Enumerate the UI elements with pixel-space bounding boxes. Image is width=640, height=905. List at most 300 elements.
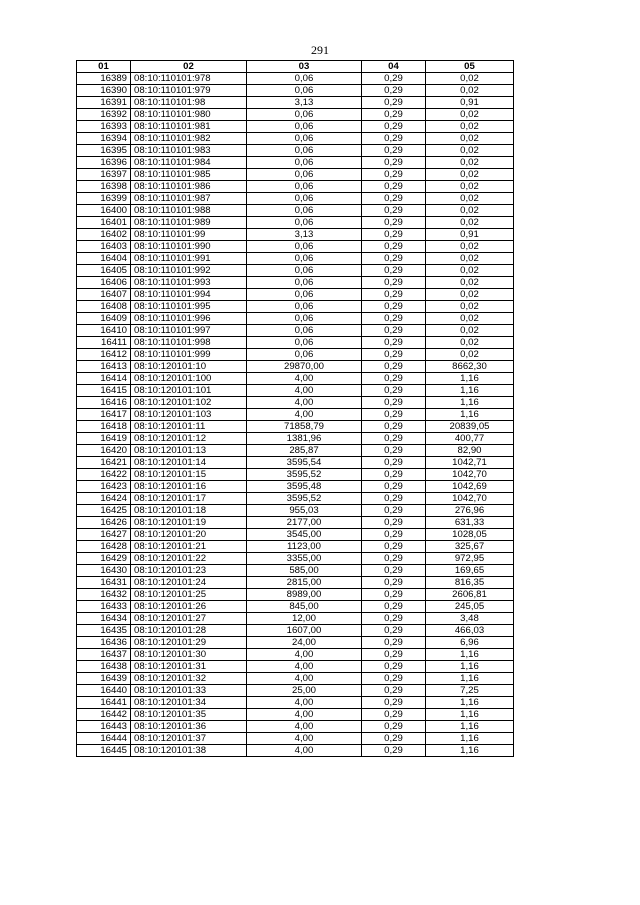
cell-cadastral-number: 08:10:110101:992 xyxy=(131,265,247,277)
cell-id: 16398 xyxy=(77,181,131,193)
cell-id: 16389 xyxy=(77,73,131,85)
cell-value-04: 0,29 xyxy=(362,469,426,481)
cell-cadastral-number: 08:10:120101:26 xyxy=(131,601,247,613)
cell-value-04: 0,29 xyxy=(362,589,426,601)
cell-cadastral-number: 08:10:120101:19 xyxy=(131,517,247,529)
cell-value-04: 0,29 xyxy=(362,709,426,721)
cell-value-05: 0,02 xyxy=(426,205,514,217)
table-row xyxy=(77,361,514,373)
table-row xyxy=(77,649,514,661)
cell-value-05: 1,16 xyxy=(426,697,514,709)
cell-value-05: 466,03 xyxy=(426,625,514,637)
cell-id: 16428 xyxy=(77,541,131,553)
cell-value-03: 4,00 xyxy=(247,697,362,709)
page-number: 291 xyxy=(311,43,329,57)
cell-value-05: 276,96 xyxy=(426,505,514,517)
cell-value-05: 0,02 xyxy=(426,313,514,325)
table-row xyxy=(77,181,514,193)
cell-value-05: 0,91 xyxy=(426,229,514,241)
cell-value-04: 0,29 xyxy=(362,481,426,493)
cell-id: 16407 xyxy=(77,289,131,301)
cell-value-03: 0,06 xyxy=(247,217,362,229)
cell-value-05: 0,02 xyxy=(426,265,514,277)
cell-value-05: 2606,81 xyxy=(426,589,514,601)
cell-id: 16408 xyxy=(77,301,131,313)
cell-id: 16439 xyxy=(77,673,131,685)
cell-value-04: 0,29 xyxy=(362,577,426,589)
cell-value-05: 1042,71 xyxy=(426,457,514,469)
table-row xyxy=(77,661,514,673)
cell-cadastral-number: 08:10:120101:24 xyxy=(131,577,247,589)
cell-value-04: 0,29 xyxy=(362,121,426,133)
cell-value-03: 0,06 xyxy=(247,133,362,145)
table-row xyxy=(77,685,514,697)
cell-value-03: 4,00 xyxy=(247,661,362,673)
cell-value-04: 0,29 xyxy=(362,625,426,637)
table-row xyxy=(77,433,514,445)
table-row xyxy=(77,349,514,361)
cell-id: 16420 xyxy=(77,445,131,457)
table-row xyxy=(77,277,514,289)
cell-value-05: 0,02 xyxy=(426,157,514,169)
cell-value-04: 0,29 xyxy=(362,349,426,361)
cell-cadastral-number: 08:10:120101:37 xyxy=(131,733,247,745)
cell-value-04: 0,29 xyxy=(362,373,426,385)
table-row xyxy=(77,469,514,481)
table-row xyxy=(77,265,514,277)
table-row xyxy=(77,337,514,349)
cell-value-03: 3545,00 xyxy=(247,529,362,541)
cell-value-04: 0,29 xyxy=(362,385,426,397)
cell-cadastral-number: 08:10:120101:28 xyxy=(131,625,247,637)
cell-id: 16429 xyxy=(77,553,131,565)
cell-id: 16396 xyxy=(77,157,131,169)
cell-value-05: 0,02 xyxy=(426,217,514,229)
cell-cadastral-number: 08:10:110101:987 xyxy=(131,193,247,205)
cell-value-03: 3595,52 xyxy=(247,493,362,505)
table-body xyxy=(77,73,514,757)
cell-cadastral-number: 08:10:120101:15 xyxy=(131,469,247,481)
cell-id: 16434 xyxy=(77,613,131,625)
cell-value-04: 0,29 xyxy=(362,685,426,697)
cell-value-04: 0,29 xyxy=(362,361,426,373)
table-row xyxy=(77,229,514,241)
cell-value-03: 4,00 xyxy=(247,745,362,757)
table-row xyxy=(77,97,514,109)
table-row xyxy=(77,145,514,157)
cell-id: 16432 xyxy=(77,589,131,601)
cell-value-05: 0,02 xyxy=(426,277,514,289)
cell-id: 16390 xyxy=(77,85,131,97)
cell-id: 16430 xyxy=(77,565,131,577)
cell-id: 16421 xyxy=(77,457,131,469)
cell-value-04: 0,29 xyxy=(362,181,426,193)
cell-value-03: 4,00 xyxy=(247,409,362,421)
cell-value-03: 0,06 xyxy=(247,157,362,169)
cell-value-05: 0,02 xyxy=(426,85,514,97)
cell-cadastral-number: 08:10:110101:994 xyxy=(131,289,247,301)
cell-id: 16435 xyxy=(77,625,131,637)
table-row xyxy=(77,409,514,421)
cell-value-04: 0,29 xyxy=(362,397,426,409)
cell-value-03: 285,87 xyxy=(247,445,362,457)
cell-cadastral-number: 08:10:120101:25 xyxy=(131,589,247,601)
table-row xyxy=(77,217,514,229)
cell-value-04: 0,29 xyxy=(362,193,426,205)
cell-id: 16414 xyxy=(77,373,131,385)
cell-value-05: 0,02 xyxy=(426,109,514,121)
cell-value-05: 1,16 xyxy=(426,673,514,685)
cell-id: 16409 xyxy=(77,313,131,325)
cell-value-04: 0,29 xyxy=(362,661,426,673)
cell-value-04: 0,29 xyxy=(362,529,426,541)
cell-value-04: 0,29 xyxy=(362,697,426,709)
cell-id: 16443 xyxy=(77,721,131,733)
cell-value-04: 0,29 xyxy=(362,145,426,157)
cell-cadastral-number: 08:10:120101:30 xyxy=(131,649,247,661)
cell-value-04: 0,29 xyxy=(362,457,426,469)
cell-value-05: 631,33 xyxy=(426,517,514,529)
cell-cadastral-number: 08:10:120101:100 xyxy=(131,373,247,385)
cell-cadastral-number: 08:10:120101:34 xyxy=(131,697,247,709)
cell-value-04: 0,29 xyxy=(362,613,426,625)
cell-value-03: 0,06 xyxy=(247,289,362,301)
table-header xyxy=(77,61,514,73)
cell-value-05: 1,16 xyxy=(426,721,514,733)
cell-value-04: 0,29 xyxy=(362,73,426,85)
table-row xyxy=(77,505,514,517)
cell-cadastral-number: 08:10:120101:29 xyxy=(131,637,247,649)
cell-id: 16402 xyxy=(77,229,131,241)
cell-cadastral-number: 08:10:110101:997 xyxy=(131,325,247,337)
cell-value-04: 0,29 xyxy=(362,637,426,649)
cell-value-04: 0,29 xyxy=(362,733,426,745)
table-row xyxy=(77,205,514,217)
cell-value-03: 4,00 xyxy=(247,397,362,409)
cell-cadastral-number: 08:10:120101:32 xyxy=(131,673,247,685)
cell-id: 16419 xyxy=(77,433,131,445)
cell-cadastral-number: 08:10:120101:101 xyxy=(131,385,247,397)
cell-value-05: 816,35 xyxy=(426,577,514,589)
cell-id: 16403 xyxy=(77,241,131,253)
table-row xyxy=(77,589,514,601)
cell-value-05: 3,48 xyxy=(426,613,514,625)
table-row xyxy=(77,541,514,553)
cell-value-03: 4,00 xyxy=(247,649,362,661)
cell-value-04: 0,29 xyxy=(362,157,426,169)
cell-value-03: 0,06 xyxy=(247,277,362,289)
cell-cadastral-number: 08:10:120101:20 xyxy=(131,529,247,541)
cell-value-05: 1,16 xyxy=(426,661,514,673)
cell-value-05: 1,16 xyxy=(426,733,514,745)
cell-cadastral-number: 08:10:110101:995 xyxy=(131,301,247,313)
cell-cadastral-number: 08:10:120101:14 xyxy=(131,457,247,469)
data-table xyxy=(76,60,514,757)
cell-value-03: 0,06 xyxy=(247,325,362,337)
cell-value-04: 0,29 xyxy=(362,445,426,457)
cell-value-05: 245,05 xyxy=(426,601,514,613)
cell-id: 16417 xyxy=(77,409,131,421)
cell-id: 16441 xyxy=(77,697,131,709)
cell-id: 16393 xyxy=(77,121,131,133)
cell-id: 16395 xyxy=(77,145,131,157)
cell-value-05: 1042,69 xyxy=(426,481,514,493)
table-row xyxy=(77,577,514,589)
cell-cadastral-number: 08:10:120101:35 xyxy=(131,709,247,721)
cell-value-05: 169,65 xyxy=(426,565,514,577)
table-row xyxy=(77,313,514,325)
cell-value-04: 0,29 xyxy=(362,325,426,337)
cell-value-05: 0,02 xyxy=(426,325,514,337)
table-row xyxy=(77,253,514,265)
cell-cadastral-number: 08:10:110101:996 xyxy=(131,313,247,325)
cell-value-03: 4,00 xyxy=(247,709,362,721)
cell-value-05: 1,16 xyxy=(426,373,514,385)
cell-cadastral-number: 08:10:120101:11 xyxy=(131,421,247,433)
cell-value-03: 2815,00 xyxy=(247,577,362,589)
cell-cadastral-number: 08:10:110101:999 xyxy=(131,349,247,361)
cell-value-04: 0,29 xyxy=(362,133,426,145)
cell-value-04: 0,29 xyxy=(362,289,426,301)
cell-value-04: 0,29 xyxy=(362,565,426,577)
cell-value-05: 0,02 xyxy=(426,121,514,133)
cell-value-05: 8662,30 xyxy=(426,361,514,373)
cell-value-04: 0,29 xyxy=(362,601,426,613)
cell-value-04: 0,29 xyxy=(362,229,426,241)
cell-value-03: 1607,00 xyxy=(247,625,362,637)
cell-value-05: 1,16 xyxy=(426,709,514,721)
cell-value-03: 0,06 xyxy=(247,85,362,97)
cell-id: 16410 xyxy=(77,325,131,337)
cell-cadastral-number: 08:10:110101:98 xyxy=(131,97,247,109)
cell-value-04: 0,29 xyxy=(362,673,426,685)
cell-cadastral-number: 08:10:110101:985 xyxy=(131,169,247,181)
table-row xyxy=(77,421,514,433)
cell-value-03: 0,06 xyxy=(247,265,362,277)
cell-value-03: 955,03 xyxy=(247,505,362,517)
cell-value-05: 0,02 xyxy=(426,145,514,157)
cell-id: 16401 xyxy=(77,217,131,229)
table-row xyxy=(77,85,514,97)
cell-id: 16397 xyxy=(77,169,131,181)
cell-value-03: 0,06 xyxy=(247,313,362,325)
cell-cadastral-number: 08:10:120101:23 xyxy=(131,565,247,577)
cell-id: 16399 xyxy=(77,193,131,205)
cell-value-04: 0,29 xyxy=(362,517,426,529)
table-row xyxy=(77,709,514,721)
table-row xyxy=(77,157,514,169)
cell-value-05: 0,02 xyxy=(426,181,514,193)
cell-value-03: 1123,00 xyxy=(247,541,362,553)
cell-cadastral-number: 08:10:120101:12 xyxy=(131,433,247,445)
column-header-01: 01 xyxy=(77,61,131,73)
cell-value-05: 1,16 xyxy=(426,649,514,661)
table-row xyxy=(77,553,514,565)
cell-id: 16440 xyxy=(77,685,131,697)
table-row xyxy=(77,457,514,469)
cell-id: 16411 xyxy=(77,337,131,349)
table-row xyxy=(77,637,514,649)
cell-value-05: 0,02 xyxy=(426,133,514,145)
cell-cadastral-number: 08:10:110101:993 xyxy=(131,277,247,289)
cell-value-05: 0,02 xyxy=(426,301,514,313)
cell-cadastral-number: 08:10:110101:991 xyxy=(131,253,247,265)
cell-cadastral-number: 08:10:110101:989 xyxy=(131,217,247,229)
cell-value-03: 4,00 xyxy=(247,733,362,745)
cell-value-05: 1042,70 xyxy=(426,469,514,481)
table-row xyxy=(77,73,514,85)
cell-value-03: 3595,54 xyxy=(247,457,362,469)
cell-value-05: 1028,05 xyxy=(426,529,514,541)
cell-id: 16416 xyxy=(77,397,131,409)
cell-cadastral-number: 08:10:120101:17 xyxy=(131,493,247,505)
table-row xyxy=(77,745,514,757)
cell-cadastral-number: 08:10:120101:36 xyxy=(131,721,247,733)
cell-value-04: 0,29 xyxy=(362,265,426,277)
cell-cadastral-number: 08:10:110101:988 xyxy=(131,205,247,217)
cell-value-05: 400,77 xyxy=(426,433,514,445)
table-row xyxy=(77,481,514,493)
table-row xyxy=(77,673,514,685)
column-header-04: 04 xyxy=(362,61,426,73)
cell-value-05: 0,02 xyxy=(426,73,514,85)
cell-cadastral-number: 08:10:120101:33 xyxy=(131,685,247,697)
cell-value-03: 0,06 xyxy=(247,193,362,205)
cell-value-05: 325,67 xyxy=(426,541,514,553)
table-row xyxy=(77,193,514,205)
cell-cadastral-number: 08:10:120101:21 xyxy=(131,541,247,553)
cell-id: 16391 xyxy=(77,97,131,109)
table-row xyxy=(77,301,514,313)
cell-value-03: 0,06 xyxy=(247,205,362,217)
cell-value-04: 0,29 xyxy=(362,205,426,217)
cell-cadastral-number: 08:10:110101:979 xyxy=(131,85,247,97)
cell-cadastral-number: 08:10:110101:984 xyxy=(131,157,247,169)
table-row xyxy=(77,613,514,625)
cell-value-05: 0,02 xyxy=(426,349,514,361)
cell-value-05: 6,96 xyxy=(426,637,514,649)
cell-value-04: 0,29 xyxy=(362,649,426,661)
cell-value-04: 0,29 xyxy=(362,169,426,181)
cell-value-03: 0,06 xyxy=(247,145,362,157)
column-header-03: 03 xyxy=(247,61,362,73)
table-row xyxy=(77,697,514,709)
table-row xyxy=(77,325,514,337)
cell-value-03: 3,13 xyxy=(247,97,362,109)
cell-value-03: 0,06 xyxy=(247,73,362,85)
cell-id: 16422 xyxy=(77,469,131,481)
table-row xyxy=(77,721,514,733)
cell-value-03: 0,06 xyxy=(247,253,362,265)
cell-value-03: 3,13 xyxy=(247,229,362,241)
cell-value-04: 0,29 xyxy=(362,253,426,265)
cell-value-03: 3595,52 xyxy=(247,469,362,481)
cell-id: 16415 xyxy=(77,385,131,397)
cell-cadastral-number: 08:10:110101:980 xyxy=(131,109,247,121)
cell-value-04: 0,29 xyxy=(362,721,426,733)
cell-id: 16406 xyxy=(77,277,131,289)
cell-cadastral-number: 08:10:120101:18 xyxy=(131,505,247,517)
cell-cadastral-number: 08:10:110101:983 xyxy=(131,145,247,157)
cell-value-04: 0,29 xyxy=(362,505,426,517)
table-row xyxy=(77,733,514,745)
cell-value-03: 0,06 xyxy=(247,337,362,349)
cell-value-05: 20839,05 xyxy=(426,421,514,433)
cell-value-03: 0,06 xyxy=(247,349,362,361)
cell-value-03: 4,00 xyxy=(247,721,362,733)
cell-id: 16412 xyxy=(77,349,131,361)
cell-id: 16426 xyxy=(77,517,131,529)
cell-value-05: 0,02 xyxy=(426,289,514,301)
cell-value-03: 0,06 xyxy=(247,181,362,193)
header-row xyxy=(77,61,514,73)
cell-cadastral-number: 08:10:110101:99 xyxy=(131,229,247,241)
cell-value-03: 8989,00 xyxy=(247,589,362,601)
cell-cadastral-number: 08:10:120101:38 xyxy=(131,745,247,757)
cell-value-03: 71858,79 xyxy=(247,421,362,433)
cell-cadastral-number: 08:10:120101:10 xyxy=(131,361,247,373)
table-row xyxy=(77,121,514,133)
cell-id: 16418 xyxy=(77,421,131,433)
cell-value-04: 0,29 xyxy=(362,541,426,553)
cell-value-03: 845,00 xyxy=(247,601,362,613)
cell-value-03: 3595,48 xyxy=(247,481,362,493)
cell-value-05: 82,90 xyxy=(426,445,514,457)
cell-value-04: 0,29 xyxy=(362,97,426,109)
table-row xyxy=(77,169,514,181)
cell-value-04: 0,29 xyxy=(362,277,426,289)
cell-value-03: 0,06 xyxy=(247,109,362,121)
cell-value-04: 0,29 xyxy=(362,85,426,97)
cell-id: 16424 xyxy=(77,493,131,505)
table-row xyxy=(77,601,514,613)
cell-value-03: 0,06 xyxy=(247,301,362,313)
cell-id: 16405 xyxy=(77,265,131,277)
table-row xyxy=(77,445,514,457)
cell-value-03: 4,00 xyxy=(247,385,362,397)
cell-id: 16400 xyxy=(77,205,131,217)
cell-value-04: 0,29 xyxy=(362,217,426,229)
cell-value-04: 0,29 xyxy=(362,745,426,757)
table-row xyxy=(77,529,514,541)
cell-id: 16436 xyxy=(77,637,131,649)
table-row xyxy=(77,289,514,301)
table-row xyxy=(77,397,514,409)
cell-cadastral-number: 08:10:120101:103 xyxy=(131,409,247,421)
cell-cadastral-number: 08:10:120101:31 xyxy=(131,661,247,673)
table-row xyxy=(77,109,514,121)
cell-value-04: 0,29 xyxy=(362,241,426,253)
cell-cadastral-number: 08:10:110101:982 xyxy=(131,133,247,145)
cell-value-03: 25,00 xyxy=(247,685,362,697)
column-header-02: 02 xyxy=(131,61,247,73)
cell-value-03: 29870,00 xyxy=(247,361,362,373)
cell-value-04: 0,29 xyxy=(362,493,426,505)
cell-value-04: 0,29 xyxy=(362,109,426,121)
cell-value-04: 0,29 xyxy=(362,409,426,421)
cell-value-05: 0,02 xyxy=(426,253,514,265)
cell-value-03: 0,06 xyxy=(247,169,362,181)
cell-cadastral-number: 08:10:110101:998 xyxy=(131,337,247,349)
cell-id: 16445 xyxy=(77,745,131,757)
cell-id: 16404 xyxy=(77,253,131,265)
cell-value-05: 972,95 xyxy=(426,553,514,565)
cell-value-05: 1,16 xyxy=(426,745,514,757)
cell-value-04: 0,29 xyxy=(362,337,426,349)
cell-value-05: 7,25 xyxy=(426,685,514,697)
cell-value-03: 0,06 xyxy=(247,241,362,253)
cell-id: 16427 xyxy=(77,529,131,541)
